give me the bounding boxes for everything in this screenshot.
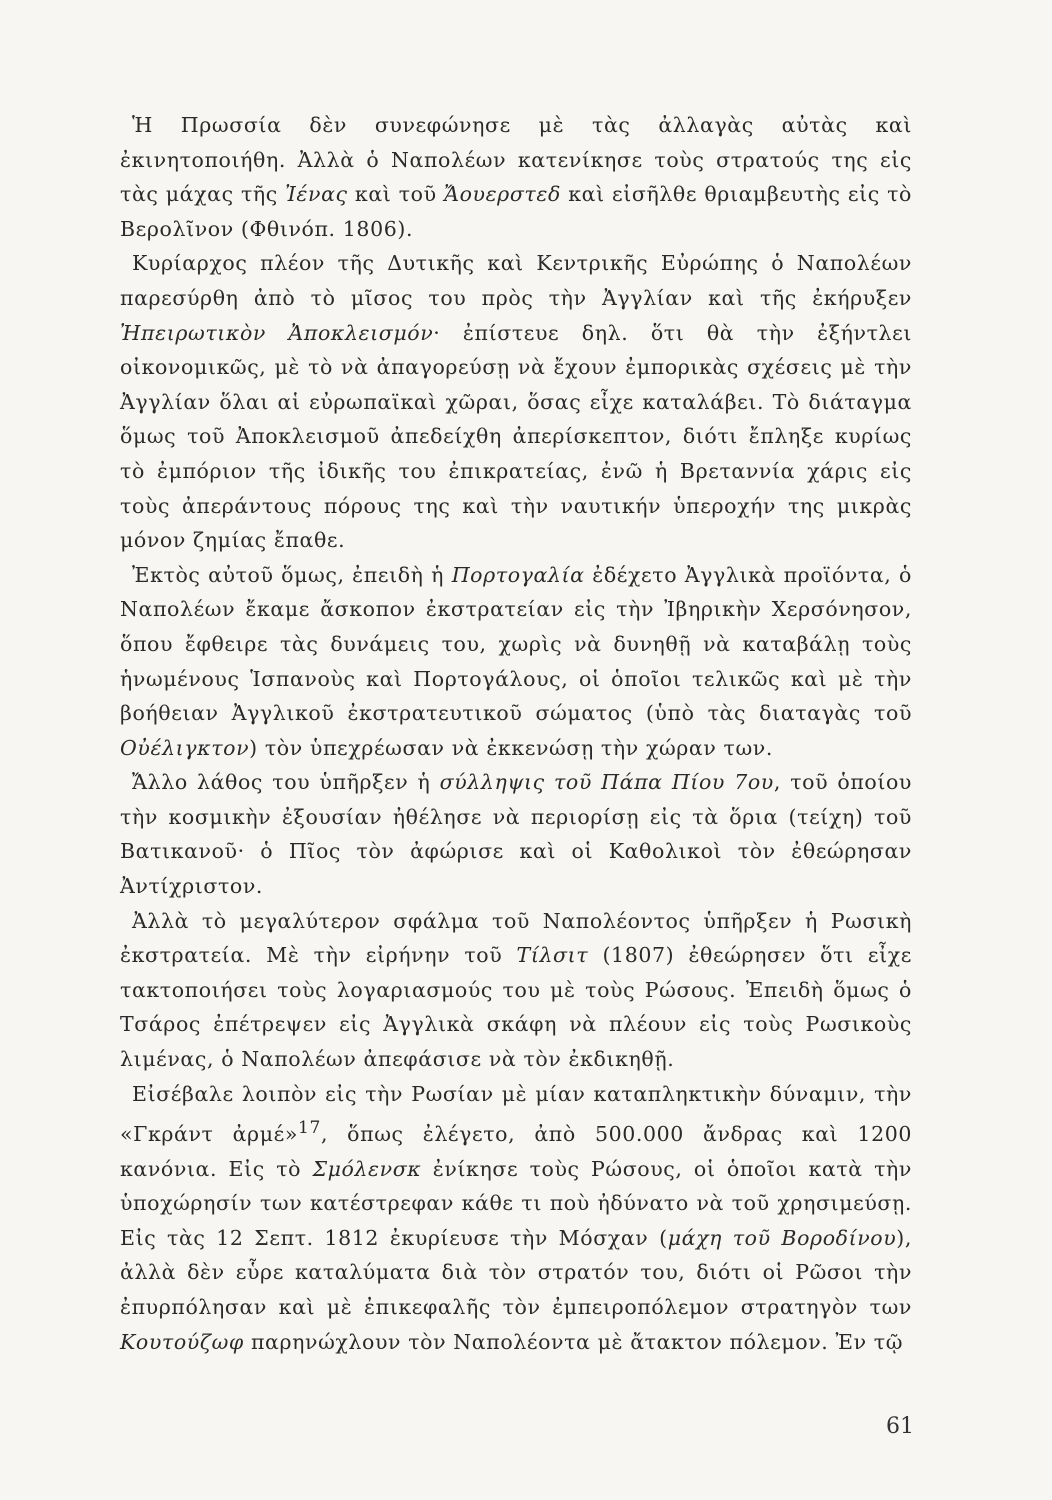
italic-term: Ἰένας: [285, 182, 348, 207]
text-run: , ὅπως ἐλέγετο, ἀπὸ 500.000 ἄνδρας καὶ 1200 κανόνια. Εἰς τὸ: [120, 1122, 912, 1181]
text-run: Εἰσέβαλε λοιπὸν εἰς τὴν Ρωσίαν μὲ μίαν καταπληκτικὴν δύναμιν, τὴν «Γκράντ ἀρμέ»: [120, 1081, 912, 1147]
footnote-ref: 17: [298, 1118, 321, 1139]
italic-term: Ἄουερστεδ: [443, 182, 561, 207]
paragraph-russia: [120, 904, 912, 1077]
italic-term: Οὐέλιγκτον: [120, 735, 250, 760]
text-run: καὶ τοῦ: [347, 182, 444, 207]
paragraph-blockade: [120, 246, 912, 557]
body-text: [120, 108, 912, 1359]
text-run: ἐδέχετο Ἀγγλικὰ προϊόντα, ὁ Ναπολέων ἔκαμε ἄσκοπον ἐκστρατείαν εἰς τὴν Ἰβηρικὴν Χερσόνησον, ὅπου ἔφθειρε τὰς δυνάμεις του, χωρὶς νὰ δυνηθῇ νὰ καταβάλῃ τοὺς ἡνωμένους Ἱσπανοὺς καὶ Πορτογάλους, οἱ ὁποῖοι τελικῶς καὶ μὲ τὴν βοήθειαν Ἀγγλικοῦ ἐκστρατευτικοῦ σώματος (ὑπὸ τὰς διαταγὰς τοῦ: [120, 562, 912, 726]
text-run: Ἄλλο λάθος του ὑπῆρξεν ἡ: [132, 770, 440, 795]
text-run: παρηνώχλουν τὸν Ναπολέοντα μὲ ἄτακτον πόλεμον. Ἐν τῷ: [243, 1329, 904, 1354]
text-run: Κυρίαρχος πλέον τῆς Δυτικῆς καὶ Κεντρικῆς Εὐρώπης ὁ Ναπολέων παρεσύρθη ἀπὸ τὸ μῖσος του πρὸς τὴν Ἀγγλίαν καὶ τῆς ἐκήρυξεν: [120, 251, 912, 310]
text-run: , τοῦ ὁποίου τὴν κοσμικὴν ἐξουσίαν ἠθέλησε νὰ περιορίσῃ εἰς τὰ ὅρια (τείχη) τοῦ Βατικανοῦ· ὁ Πῖος τὸν ἀφώρισε καὶ οἱ Καθολικοὶ τὸν ἐθεώρησαν Ἀντίχριστον.: [120, 770, 912, 899]
italic-term: Κουτούζωφ: [120, 1329, 244, 1354]
page-number: 61: [886, 1414, 914, 1439]
paragraph-prussia: [120, 108, 912, 246]
italic-term: Τίλσιτ: [516, 943, 589, 968]
italic-term: σύλληψις τοῦ Πάπα Πίου 7ου: [439, 770, 774, 795]
italic-term: Σμόλενσκ: [312, 1156, 422, 1181]
italic-term: Πορτογαλία: [451, 562, 585, 587]
paragraph-portugal: [120, 558, 912, 766]
italic-term: Ἠπειρωτικὸν Ἀποκλεισμόν: [120, 320, 434, 345]
text-run: (1807) ἐθεώρησεν ὅτι εἶχε τακτοποιήσει τοὺς λογαριασμούς του μὲ τοὺς Ρώσους. Ἐπειδὴ ὅμως ὁ Τσάρος ἐπέτρεψεν εἰς Ἀγγλικὰ σκάφη νὰ πλέουν εἰς τοὺς Ρωσικοὺς λιμένας, ὁ Ναπολέων ἀπεφάσισε νὰ τὸν ἐκδικηθῇ.: [120, 943, 913, 1072]
text-run: ), ἀλλὰ δὲν εὗρε καταλύματα διὰ τὸν στρατόν του, διότι οἱ Ρῶσοι τὴν ἐπυρπόλησαν καὶ μὲ ἐπικεφαλῆς τὸν ἐμπειροπόλεμον στρατηγὸν των: [120, 1225, 912, 1320]
text-run: καὶ εἰσῆλθε θριαμβευτὴς εἰς τὸ Βερολῖνον (Φθινόπ. 1806).: [120, 182, 912, 241]
paragraph-invasion: [120, 1077, 912, 1360]
text-run: Ἡ Πρωσσία δὲν συνεφώνησε μὲ τὰς ἀλλαγὰς αὐτὰς καὶ ἐκινητοποιήθη. Ἀλλὰ ὁ Ναπολέων κατενίκησε τοὺς στρατούς της εἰς τὰς μάχας τῆς: [120, 113, 912, 207]
italic-term: μάχη τοῦ Βοροδίνου: [667, 1225, 897, 1250]
text-run: Ἀλλὰ τὸ μεγαλύτερον σφάλμα τοῦ Ναπολέοντος ὑπῆρξεν ἡ Ρωσικὴ ἐκστρατεία. Μὲ τὴν εἰρήνην τοῦ: [120, 908, 912, 968]
text-run: ἐνίκησε τοὺς Ρώσους, οἱ ὁποῖοι κατὰ τὴν ὑποχώρησίν των κατέστρεφαν κάθε τι ποὺ ἠδύνατο νὰ τοῦ χρησιμεύσῃ. Εἰς τὰς 12 Σεπτ. 1812 ἐκυρίευσε τὴν Μόσχαν (: [120, 1156, 912, 1250]
text-run: · ἐπίστευε δηλ. ὅτι θὰ τὴν ἐξήντλει οἰκονομικῶς, μὲ τὸ νὰ ἀπαγορεύσῃ νὰ ἔχουν ἐμπορικὰς σχέσεις μὲ τὴν Ἀγγλίαν ὅλαι αἱ εὐρωπαϊκαὶ χῶραι, ὅσας εἶχε καταλάβει. Τὸ διάταγμα ὅμως τοῦ Ἀποκλεισμοῦ ἀπεδείχθη ἀπερίσκεπτον, διότι ἔπληξε κυρίως τὸ ἐμπόριον τῆς ἰδικῆς του ἐπικρατείας, ἐνῶ ἡ Βρεταννία χάρις εἰς τοὺς ἀπεράντους πόρους της καὶ τὴν ναυτικήν ὑπεροχήν της μικρὰς μόνον ζημίας ἔπαθε.: [120, 320, 912, 553]
text-run: Ἐκτὸς αὐτοῦ ὅμως, ἐπειδὴ ἡ: [132, 562, 452, 587]
paragraph-pope: [120, 765, 912, 903]
text-run: ) τὸν ὑπεχρέωσαν νὰ ἐκκενώσῃ τὴν χώραν των.: [249, 735, 773, 760]
